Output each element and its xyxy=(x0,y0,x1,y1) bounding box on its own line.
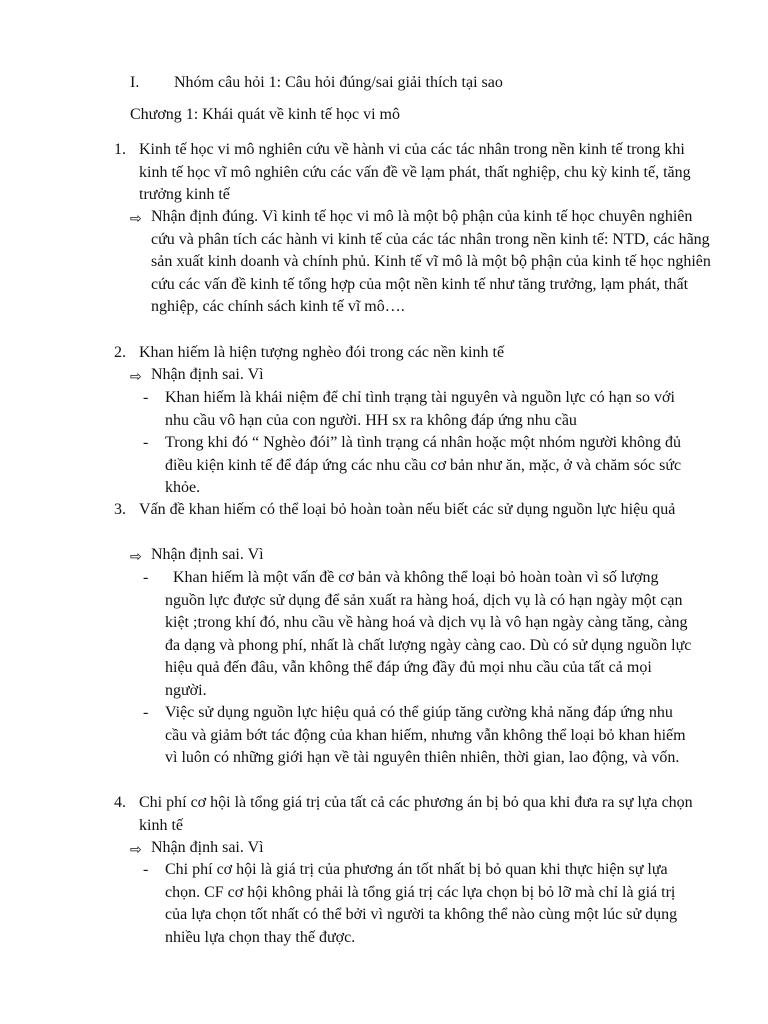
bullet-text: Khan hiếm là một vấn đề cơ bản và không thể loại bỏ hoàn toàn vì số lượng nguồn lực được sử dụng để sản xuất ra hàng hoá, dịch vụ là có hạn ngày một cạn kiệt ;trong khí đó, nhu cầu về hàng hoá và dịch vụ là vô hạn ngày càng tăng, càng đa dạng và phong phí, nhất là chất lượng ngày càng cao. Dù có sử dụng nguồn lực hiệu quả đến đâu, vẫn không thể đáp ứng đầy đủ mọi nhu cầu của tất cả mọi người. xyxy=(165,569,692,699)
arrow-right-outline-icon: ⇨ xyxy=(130,369,142,385)
arrow-right-outline-icon: ⇨ xyxy=(130,549,142,565)
item-conclusion: Nhận định sai. Vì xyxy=(151,546,264,563)
bullet-text: Khan hiếm là khái niệm để chỉ tình trạng tài nguyên và nguồn lực có hạn so với nhu cầu vô hạn của con người. HH sx ra không đáp ứng nhu cầu xyxy=(165,389,675,429)
bullet-text: Việc sử dụng nguồn lực hiệu quả có thể giúp tăng cường khả năng đáp ứng nhu cầu và giảm bớt tác động của khan hiếm, nhưng vẫn không thể loại bỏ khan hiếm vì luôn có những giới hạn về tài nguyên thiên nhiên, thời gian, lao động, và vốn. xyxy=(165,704,686,766)
section-number: I. xyxy=(130,74,140,91)
item-number: 1. xyxy=(114,141,126,158)
dash-bullet-icon: - xyxy=(143,861,149,878)
item-number: 3. xyxy=(114,501,126,518)
item-statement: Vấn đề khan hiếm có thể loại bỏ hoàn toàn nếu biết các sử dụng nguồn lực hiệu quả xyxy=(139,501,676,518)
dash-bullet-icon: - xyxy=(143,389,149,406)
item-statement: Khan hiếm là hiện tượng nghèo đói trong các nền kinh tế xyxy=(139,344,505,361)
item-number: 4. xyxy=(114,794,126,811)
item-conclusion: Nhận định sai. Vì xyxy=(151,366,264,383)
item-statement: Kinh tế học vi mô nghiên cứu về hành vi của các tác nhân trong nền kinh tế trong khi kinh tế học vĩ mô nghiên cứu các vấn đề về lạm phát, thất nghiệp, chu kỳ kinh tế, tăng trưởng kinh tế xyxy=(139,141,691,203)
dash-bullet-icon: - xyxy=(143,704,149,721)
section-title: Nhóm câu hỏi 1: Câu hỏi đúng/sai giải thích tại sao xyxy=(174,74,503,91)
item-conclusion: Nhận định sai. Vì xyxy=(151,839,264,856)
bullet-text: Chi phí cơ hội là giá trị của phương án tốt nhất bị bỏ quan khi thực hiện sự lựa chọn. CF cơ hội không phải là tổng giá trị các lựa chọn bị bỏ lỡ mà chỉ là giá trị của lựa chọn tốt nhất có thể bởi vì người ta không thể nào cùng một lúc sử dụng nhiều lựa chọn thay thế được. xyxy=(165,861,678,946)
arrow-right-outline-icon: ⇨ xyxy=(130,842,142,858)
dash-bullet-icon: - xyxy=(143,434,149,451)
item-statement: Chi phí cơ hội là tổng giá trị của tất cả các phương án bị bỏ qua khi đưa ra sự lựa chọn kinh tế xyxy=(139,794,693,834)
chapter-title: Chương 1: Khái quát về kinh tế học vi mô xyxy=(130,106,400,123)
dash-bullet-icon: - xyxy=(143,569,149,586)
arrow-right-outline-icon: ⇨ xyxy=(130,211,142,227)
bullet-text: Trong khi đó “ Nghèo đói” là tình trạng cá nhân hoặc một nhóm người không đủ điều kiện kinh tế để đáp ứng các nhu cầu cơ bản như ăn, mặc, ở và chăm sóc sức khỏe. xyxy=(165,434,682,496)
item-number: 2. xyxy=(114,344,126,361)
item-conclusion: Nhận định đúng. Vì kinh tế học vi mô là một bộ phận của kinh tế học chuyên nghiên cứu và phân tích các hành vi kinh tế của các tác nhân trong nền kinh tế: NTD, các hãng sản xuất kinh doanh và chính phủ. Kinh tế vĩ mô là một bộ phận của kinh tế học nghiên cứu các vấn đề kinh tế tổng hợp của một nền kinh tế như tăng trưởng, lạm phát, thất nghiệp, các chính sách kinh tế vĩ mô…. xyxy=(151,208,711,315)
